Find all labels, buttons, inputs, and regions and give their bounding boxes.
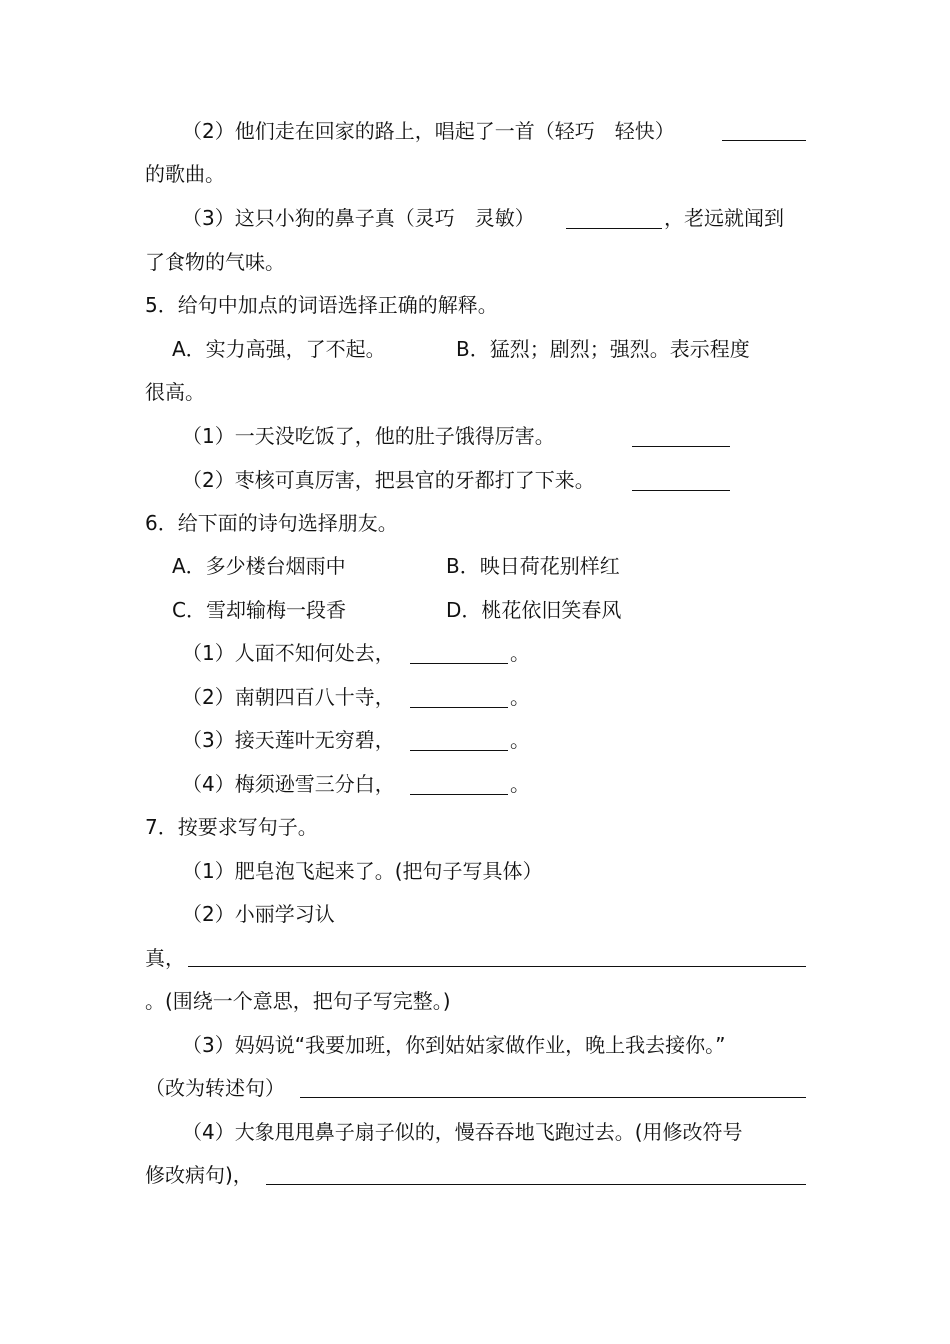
q6-option-c: C．雪却输梅一段香 xyxy=(172,598,346,622)
q6-item4-end: 。 xyxy=(510,772,530,796)
q5-item2-answer-blank[interactable] xyxy=(632,490,730,491)
q7-title: 7．按要求写句子。 xyxy=(145,815,318,839)
q4-item3-answer-blank[interactable] xyxy=(566,228,662,229)
q7-item3-answer-blank[interactable] xyxy=(300,1097,806,1098)
q5-option-b: B．猛烈；剧烈；强烈。表示程度 xyxy=(456,337,750,361)
q7-item2-note: 。(围绕一个意思，把句子写完整。) xyxy=(145,989,451,1013)
q6-item1-end: 。 xyxy=(510,641,530,665)
q7-item2-cont: 真， xyxy=(145,946,185,970)
q4-item2-answer-blank[interactable] xyxy=(722,140,806,141)
q5-option-b-cont: 很高。 xyxy=(145,380,205,404)
q4-item3-cont: 了食物的气味。 xyxy=(145,250,285,274)
q6-item2-end: 。 xyxy=(510,685,530,709)
q4-item2-cont: 的歌曲。 xyxy=(145,162,225,186)
q6-item1: （1）人面不知何处去， xyxy=(182,641,395,665)
q6-item2-answer-blank[interactable] xyxy=(410,707,508,708)
q6-option-d: D．桃花依旧笑春风 xyxy=(446,598,622,622)
q7-item4-note: 修改病句)， xyxy=(145,1163,253,1187)
q7-item4-answer-blank[interactable] xyxy=(266,1184,806,1185)
q7-item3-note: （改为转述句） xyxy=(145,1076,285,1100)
q5-item1-answer-blank[interactable] xyxy=(632,446,730,447)
q6-title: 6．给下面的诗句选择朋友。 xyxy=(145,511,398,535)
q4-item3-line xyxy=(182,205,535,231)
q4-item2-text: （2）他们走在回家的路上，唱起了一首（轻巧 轻快） xyxy=(182,119,675,143)
q5-option-a: A．实力高强，了不起。 xyxy=(172,337,386,361)
q4-item2-line xyxy=(182,118,675,144)
q6-item3: （3）接天莲叶无穷碧， xyxy=(182,728,395,752)
q6-item4: （4）梅须逊雪三分白， xyxy=(182,772,395,796)
q6-item4-answer-blank[interactable] xyxy=(410,794,508,795)
q7-item2: （2）小丽学习认 xyxy=(182,902,335,926)
q5-item1: （1）一天没吃饭了，他的肚子饿得厉害。 xyxy=(182,424,555,448)
q5-title: 5．给句中加点的词语选择正确的解释。 xyxy=(145,293,498,317)
q6-item3-answer-blank[interactable] xyxy=(410,750,508,751)
q4-item3-after: ，老远就闻到 xyxy=(664,206,784,230)
q6-option-a: A．多少楼台烟雨中 xyxy=(172,554,346,578)
q7-item2-answer-blank[interactable] xyxy=(188,966,806,967)
q6-item2: （2）南朝四百八十寺， xyxy=(182,685,395,709)
q7-item4: （4）大象甩甩鼻子扇子似的，慢吞吞地飞跑过去。(用修改符号 xyxy=(182,1120,743,1144)
q6-option-b: B．映日荷花别样红 xyxy=(446,554,620,578)
q7-item3: （3）妈妈说“我要加班，你到姑姑家做作业，晚上我去接你。” xyxy=(182,1033,726,1057)
q5-item2: （2）枣核可真厉害，把县官的牙都打了下来。 xyxy=(182,468,595,492)
q6-item3-end: 。 xyxy=(510,728,530,752)
q4-item3-text: （3）这只小狗的鼻子真（灵巧 灵敏） xyxy=(182,206,535,230)
q6-item1-answer-blank[interactable] xyxy=(410,663,508,664)
q7-item1: （1）肥皂泡飞起来了。(把句子写具体） xyxy=(182,859,543,883)
